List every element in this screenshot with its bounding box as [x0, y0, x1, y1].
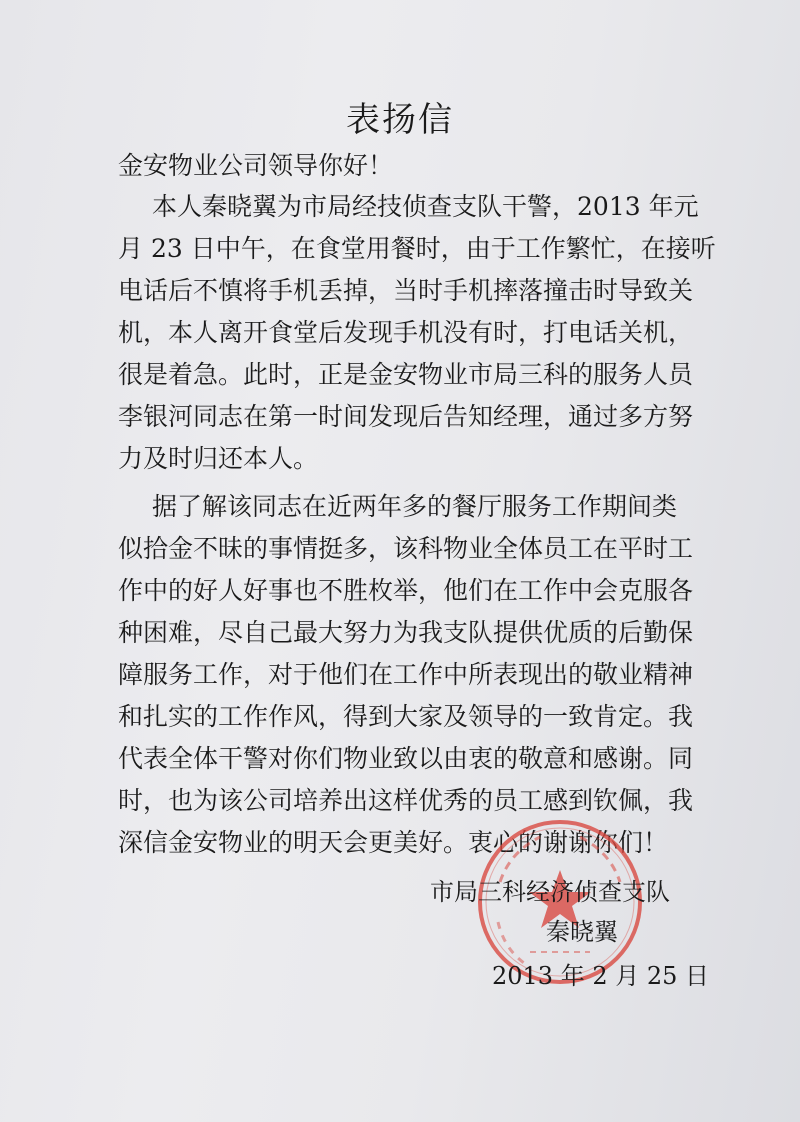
body-line: 深信金安物业的明天会更美好。衷心的谢谢你们！ — [118, 828, 669, 857]
body-line: 本人秦晓翼为市局经技侦查支队干警，2013 年元 — [152, 192, 699, 221]
body-line: 似拾金不昧的事情挺多，该科物业全体员工在平时工 — [118, 534, 694, 563]
body-line: 月 23 日中午，在食堂用餐时，由于工作繁忙，在接听 — [118, 234, 716, 263]
body-line: 力及时归还本人。 — [118, 444, 319, 473]
signature-organization: 市局三科经济侦查支队 — [430, 878, 670, 906]
body-line: 时，也为该公司培养出这样优秀的员工感到钦佩，我 — [118, 786, 694, 815]
salutation: 金安物业公司领导你好！ — [118, 151, 394, 180]
signature-date: 2013 年 2 月 25 日 — [492, 962, 710, 990]
body-line: 机，本人离开食堂后发现手机没有时，打电话关机， — [118, 318, 694, 347]
body-line: 李银河同志在第一时间发现后告知经理，通过多方努 — [118, 402, 694, 431]
letter-title: 表扬信 — [346, 100, 454, 140]
body-line: 种困难，尽自己最大努力为我支队提供优质的后勤保 — [118, 618, 694, 647]
signature-name: 秦晓翼 — [546, 918, 618, 946]
body-line: 电话后不慎将手机丢掉，当时手机摔落撞击时导致关 — [118, 276, 694, 305]
body-line: 很是着急。此时，正是金安物业市局三科的服务人员 — [118, 360, 694, 389]
body-line: 和扎实的工作作风，得到大家及领导的一致肯定。我 — [118, 702, 694, 731]
body-line: 据了解该同志在近两年多的餐厅服务工作期间类 — [152, 492, 678, 521]
body-line: 代表全体干警对你们物业致以由衷的敬意和感谢。同 — [118, 744, 694, 773]
body-line: 障服务工作，对于他们在工作中所表现出的敬业精神 — [118, 660, 694, 689]
body-line: 作中的好人好事也不胜枚举，他们在工作中会克服各 — [118, 576, 694, 605]
